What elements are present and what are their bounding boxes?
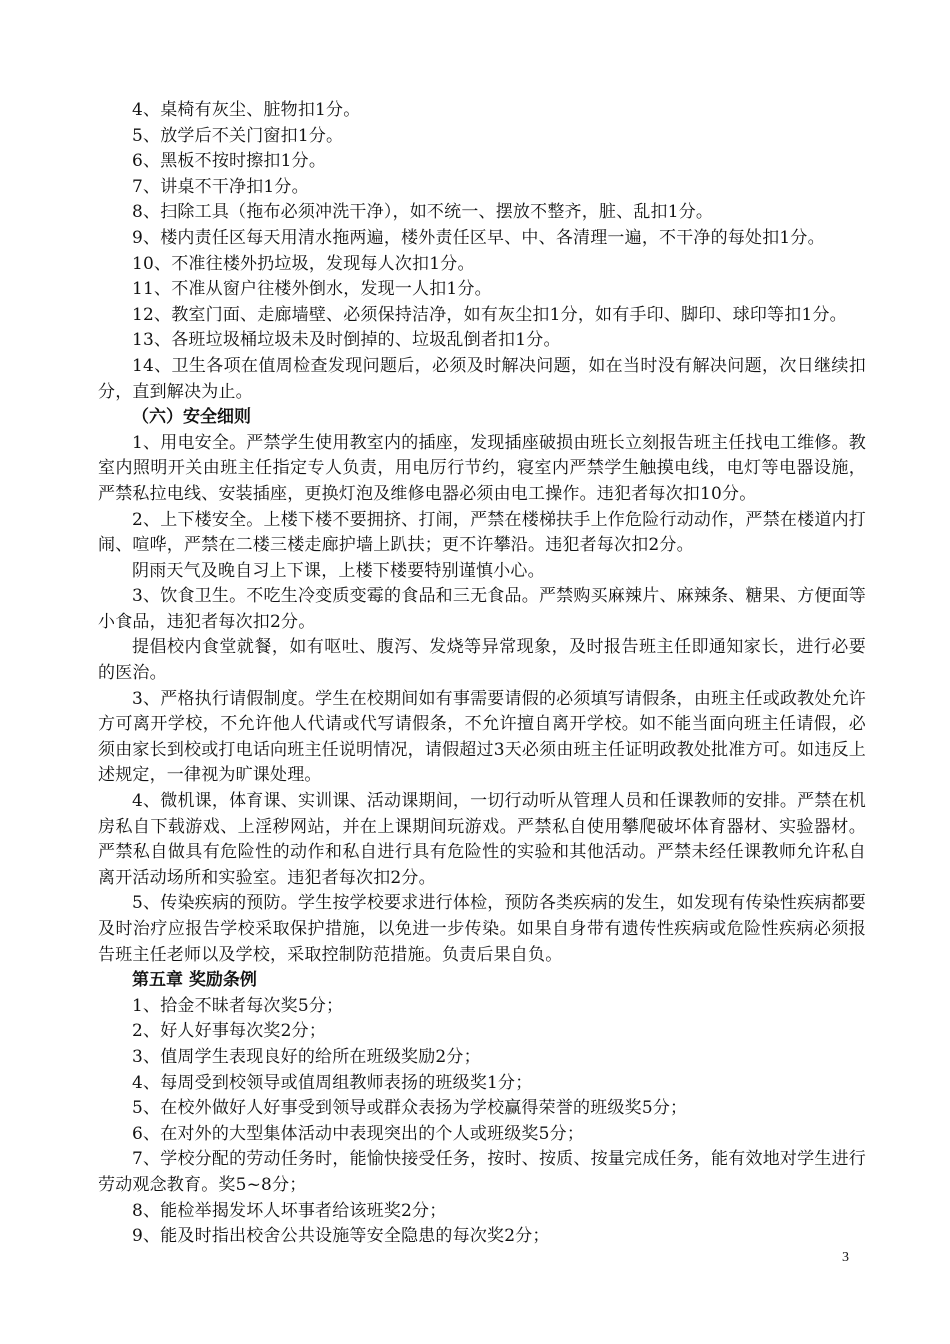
paragraph: 阴雨天气及晚自习上下课，上楼下楼要特别谨慎小心。 — [132, 560, 545, 581]
paragraph: 10、不准往楼外扔垃圾，发现每人次扣1分。 — [132, 253, 475, 274]
paragraph: 1、用电安全。严禁学生使用教室内的插座，发现插座破损由班长立刻报告班主任找电工维修。教室内照明开关由班主任指定专人负责，用电厉行节约，寝室内严禁学生触摸电线，电灯等电器设施，严禁私拉电线、安装插座，更换灯泡及维修电器必须由电工操作。违犯者每次扣10分。 — [98, 432, 866, 504]
paragraph: 13、各班垃圾桶垃圾未及时倒掉的、垃圾乱倒者扣1分。 — [132, 330, 561, 351]
paragraph: 9、能及时指出校舍公共设施等安全隐患的每次奖2分； — [132, 1226, 550, 1247]
paragraph: 5、在校外做好人好事受到领导或群众表扬为学校赢得荣誉的班级奖5分； — [132, 1098, 688, 1119]
paragraph: 7、学校分配的劳动任务时，能愉快接受任务，按时、按质、按量完成任务，能有效地对学生进行劳动观念教育。奖5~8分； — [98, 1149, 866, 1195]
document-body — [98, 98, 866, 1250]
paragraph: 4、微机课，体育课、实训课、活动课期间，一切行动听从管理人员和任课教师的安排。严禁在机房私自下载游戏、上淫秽网站，并在上课期间玩游戏。严禁私自使用攀爬破坏体育器材、实验器材。严禁私自做具有危险性的动作和私自进行具有危险性的实验和其他活动。严禁未经任课教师允许私自离开活动场所和实验室。违犯者每次扣2分。 — [98, 791, 866, 888]
paragraph: 11、不准从窗户往楼外倒水，发现一人扣1分。 — [132, 279, 492, 300]
section-heading: 第五章 奖励条例 — [132, 970, 257, 991]
paragraph: 3、值周学生表现良好的给所在班级奖励2分； — [132, 1046, 481, 1067]
paragraph: 9、楼内责任区每天用清水拖两遍，楼外责任区早、中、各清理一遍，不干净的每处扣1分。 — [132, 227, 825, 248]
paragraph: 1、拾金不昧者每次奖5分； — [132, 995, 344, 1016]
paragraph: 6、在对外的大型集体活动中表现突出的个人或班级奖5分； — [132, 1123, 585, 1144]
paragraph: 4、桌椅有灰尘、脏物扣1分。 — [132, 100, 361, 120]
paragraph: 2、上下楼安全。上楼下楼不要拥挤、打闹，严禁在楼梯扶手上作危险行动动作，严禁在楼道内打闹、喧哗，严禁在二楼三楼走廊护墙上趴扶；更不许攀沿。违犯者每次扣2分。 — [98, 509, 866, 556]
paragraph: 2、好人好事每次奖2分； — [132, 1021, 327, 1042]
section-heading: （六）安全细则 — [132, 407, 251, 428]
paragraph: 提倡校内食堂就餐，如有呕吐、腹泻、发烧等异常现象，及时报告班主任即通知家长，进行必要的医治。 — [98, 637, 866, 684]
page-number: 3 — [842, 1250, 849, 1265]
paragraph: 6、黑板不按时擦扣1分。 — [132, 151, 327, 172]
paragraph: 12、教室门面、走廊墙壁、必须保持洁净，如有灰尘扣1分，如有手印、脚印、球印等扣1分。 — [132, 304, 847, 325]
paragraph: 5、传染疾病的预防。学生按学校要求进行体检，预防各类疾病的发生，如发现有传染性疾病都要及时治疗应报告学校采取保护措施，以免进一步传染。如果自身带有遗传性疾病或危险性疾病必须报告班主任老师以及学校，采取控制防范措施。负责后果自负。 — [98, 893, 866, 965]
paragraph: 4、每周受到校领导或值周组教师表扬的班级奖1分； — [132, 1072, 533, 1093]
paragraph: 8、能检举揭发坏人坏事者给该班奖2分； — [132, 1200, 447, 1221]
paragraph: 7、讲桌不干净扣1分。 — [132, 176, 309, 197]
paragraph: 14、卫生各项在值周检查发现问题后，必须及时解决问题，如在当时没有解决问题，次日继续扣分，直到解决为止。 — [98, 355, 866, 402]
paragraph: 3、严格执行请假制度。学生在校期间如有事需要请假的必须填写请假条，由班主任或政教处允许方可离开学校，不允许他人代请或代写请假条，不允许擅自离开学校。如不能当面向班主任请假，必须由家长到校或打电话向班主任说明情况，请假超过3天必须由班主任证明政教处批准方可。如违反上述规定，一律视为旷课处理。 — [98, 688, 866, 786]
paragraph: 5、放学后不关门窗扣1分。 — [132, 125, 344, 146]
paragraph: 3、饮食卫生。不吃生冷变质变霉的食品和三无食品。严禁购买麻辣片、麻辣条、糖果、方便面等小食品，违犯者每次扣2分。 — [98, 586, 866, 632]
paragraph: 8、扫除工具（拖布必须冲洗干净），如不统一、摆放不整齐，脏、乱扣1分。 — [132, 202, 714, 223]
